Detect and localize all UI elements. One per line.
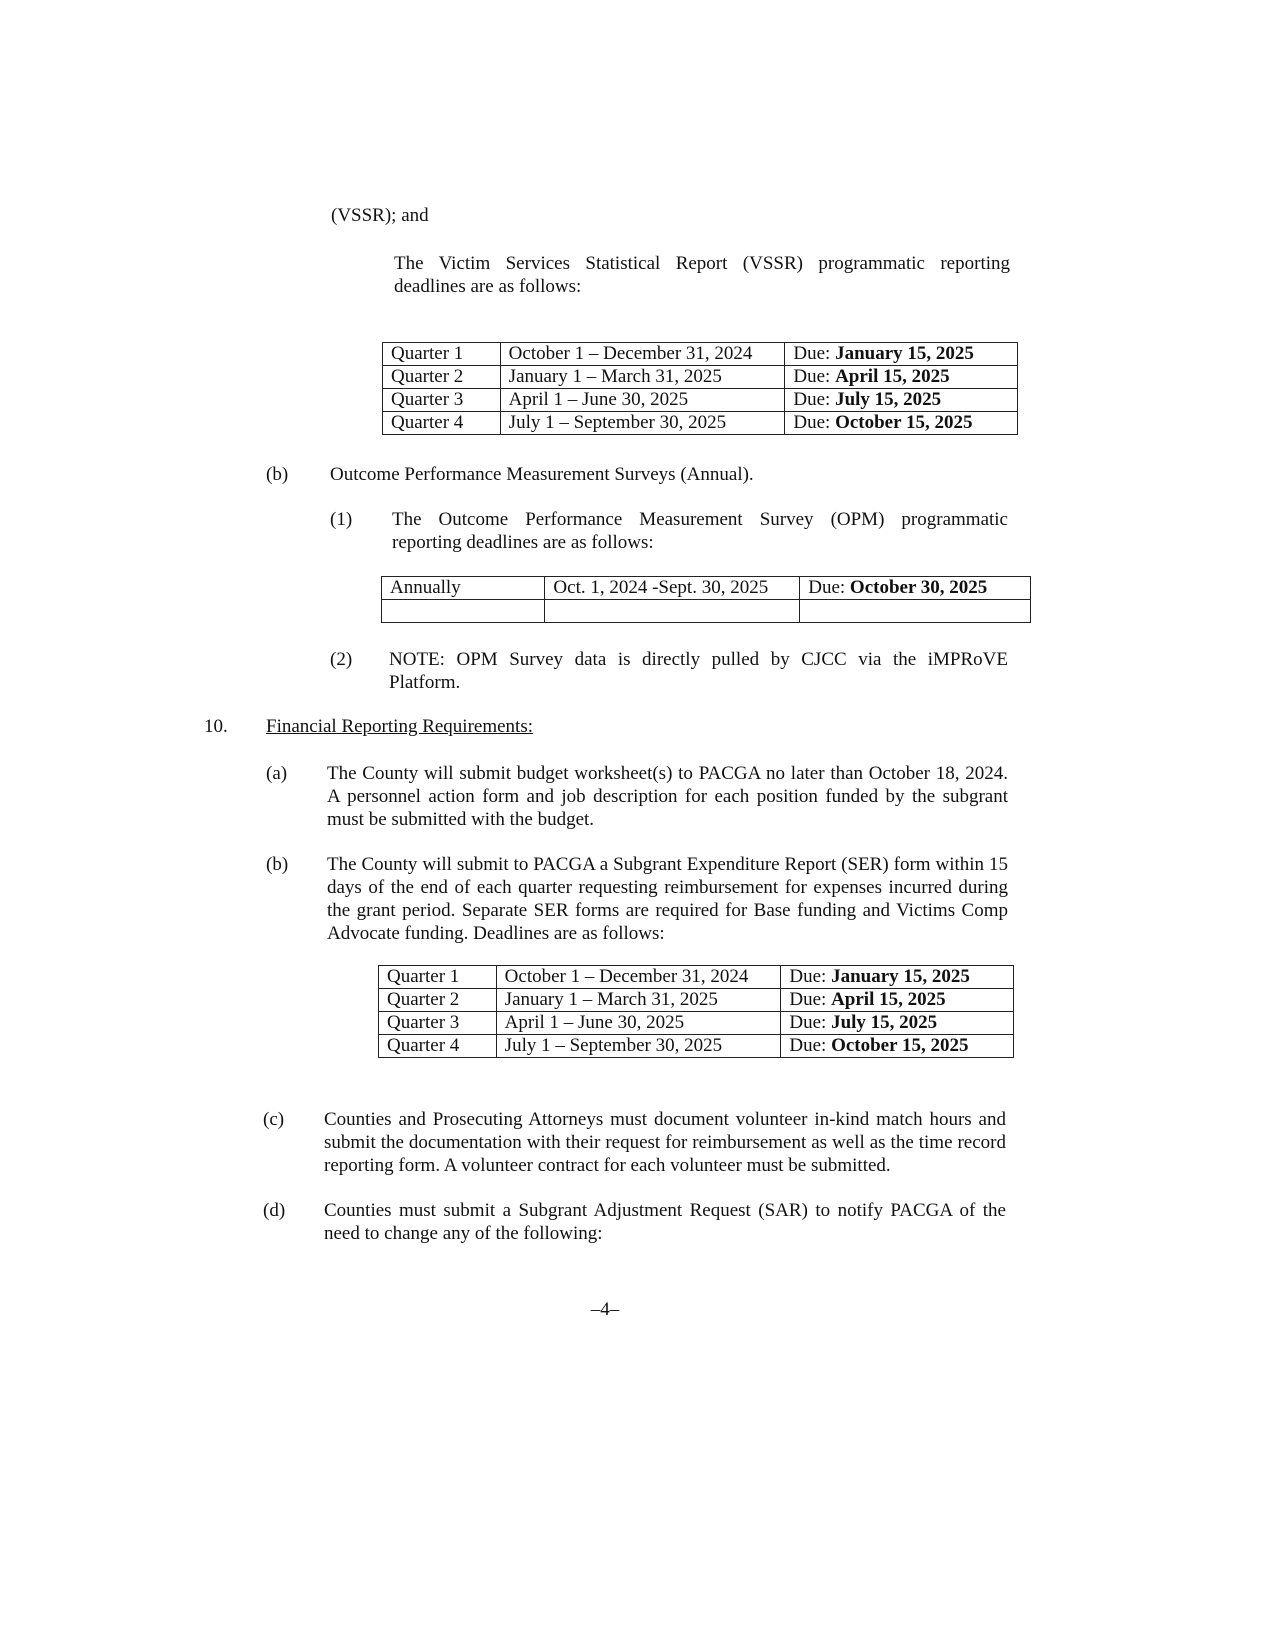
table-row: [383, 366, 1018, 389]
due-cell: [781, 1035, 1014, 1058]
item-b-label: (b): [266, 464, 289, 485]
quarter-cell: Quarter 3: [383, 389, 501, 412]
due-label: Due:: [789, 989, 827, 1010]
table-row: [379, 1012, 1014, 1035]
due-date: October 15, 2025: [831, 1035, 969, 1056]
item-b-text: Outcome Performance Measurement Surveys (Annual).: [330, 464, 754, 485]
section-heading: Financial Reporting Requirements:: [266, 716, 534, 737]
due-cell: [785, 343, 1018, 366]
due-label: Due:: [793, 366, 831, 387]
period-cell: April 1 – June 30, 2025: [500, 389, 785, 412]
table-row-empty: [382, 600, 1031, 623]
quarter-cell: Quarter 1: [379, 966, 497, 989]
due-label: Due:: [789, 966, 827, 987]
quarter-cell: Quarter 4: [383, 412, 501, 435]
quarter-cell: Quarter 3: [379, 1012, 497, 1035]
quarter-cell: Quarter 2: [379, 989, 497, 1012]
period-cell: April 1 – June 30, 2025: [496, 1012, 781, 1035]
empty-cell: [545, 600, 800, 623]
fin-b-text: The County will submit to PACGA a Subgrant Expenditure Report (SER) form within 15 days of the end of each quarter requesting reimbursement for expenses incurred during the grant period. Separate SER forms are required for Base funding and Victims Comp Advocate funding. Deadlines are as follows:: [327, 854, 1008, 944]
due-label: Due:: [789, 1012, 827, 1033]
due-date: January 15, 2025: [831, 966, 970, 987]
period-cell: January 1 – March 31, 2025: [496, 989, 781, 1012]
fin-d-label: (d): [263, 1200, 286, 1221]
due-cell: [781, 989, 1014, 1012]
due-label: Due:: [793, 343, 831, 364]
due-date: April 15, 2025: [835, 366, 950, 387]
vssr-deadline-table: [382, 342, 1018, 435]
fin-a-text: The County will submit budget worksheet(s) to PACGA no later than October 18, 2024. A personnel action form and job description for each position funded by the subgrant must be submitted with the budget.: [327, 763, 1008, 830]
due-label: Due:: [789, 1035, 827, 1056]
due-date: July 15, 2025: [835, 389, 942, 410]
due-label: Due:: [808, 577, 846, 598]
item-b1-text: The Outcome Performance Measurement Survey (OPM) programmatic reporting deadlines are as follows:: [392, 509, 1008, 553]
due-label: Due:: [793, 412, 831, 433]
due-date: July 15, 2025: [831, 1012, 938, 1033]
due-label: Due:: [793, 389, 831, 410]
fin-c-label: (c): [263, 1109, 285, 1130]
opm-period-cell: Oct. 1, 2024 -Sept. 30, 2025: [545, 577, 800, 600]
quarter-cell: Quarter 2: [383, 366, 501, 389]
due-cell: [785, 366, 1018, 389]
opm-frequency-cell: Annually: [382, 577, 545, 600]
page-number: –4–: [590, 1299, 620, 1320]
quarter-cell: Quarter 4: [379, 1035, 497, 1058]
period-cell: October 1 – December 31, 2024: [496, 966, 781, 989]
vssr-fragment: (VSSR); and: [331, 205, 429, 226]
item-b1-label: (1): [330, 509, 353, 530]
table-row: [379, 989, 1014, 1012]
empty-cell: [800, 600, 1031, 623]
table-row: [383, 412, 1018, 435]
period-cell: January 1 – March 31, 2025: [500, 366, 785, 389]
table-row: [383, 343, 1018, 366]
due-date: October 15, 2025: [835, 412, 973, 433]
due-date: October 30, 2025: [849, 577, 988, 598]
due-date: April 15, 2025: [831, 989, 946, 1010]
item-b2-text: NOTE: OPM Survey data is directly pulled by CJCC via the iMPRoVE Platform.: [389, 649, 1008, 693]
due-cell: [781, 1012, 1014, 1035]
item-b2-label: (2): [330, 649, 353, 670]
quarter-cell: Quarter 1: [383, 343, 501, 366]
opm-deadline-table: [381, 576, 1031, 623]
due-cell: [785, 389, 1018, 412]
period-cell: July 1 – September 30, 2025: [500, 412, 785, 435]
section-number: 10.: [204, 716, 228, 737]
opm-due-cell: [800, 577, 1031, 600]
due-cell: [785, 412, 1018, 435]
table-row: [383, 389, 1018, 412]
due-cell: [781, 966, 1014, 989]
table-row: [382, 577, 1031, 600]
ser-deadline-table: [378, 965, 1014, 1058]
fin-a-label: (a): [266, 763, 288, 784]
table-row: [379, 966, 1014, 989]
period-cell: July 1 – September 30, 2025: [496, 1035, 781, 1058]
empty-cell: [382, 600, 545, 623]
fin-c-text: Counties and Prosecuting Attorneys must document volunteer in-kind match hours and submit the documentation with their request for reimbursement as well as the time record reporting form. A volunteer contract for each volunteer must be submitted.: [324, 1109, 1006, 1176]
fin-b-label: (b): [266, 854, 289, 875]
table-row: [379, 1035, 1014, 1058]
vssr-intro-paragraph: The Victim Services Statistical Report (VSSR) programmatic reporting deadlines are as follows:: [394, 253, 1010, 297]
fin-d-text: Counties must submit a Subgrant Adjustment Request (SAR) to notify PACGA of the need to change any of the following:: [324, 1200, 1006, 1244]
due-date: January 15, 2025: [835, 343, 974, 364]
period-cell: October 1 – December 31, 2024: [500, 343, 785, 366]
